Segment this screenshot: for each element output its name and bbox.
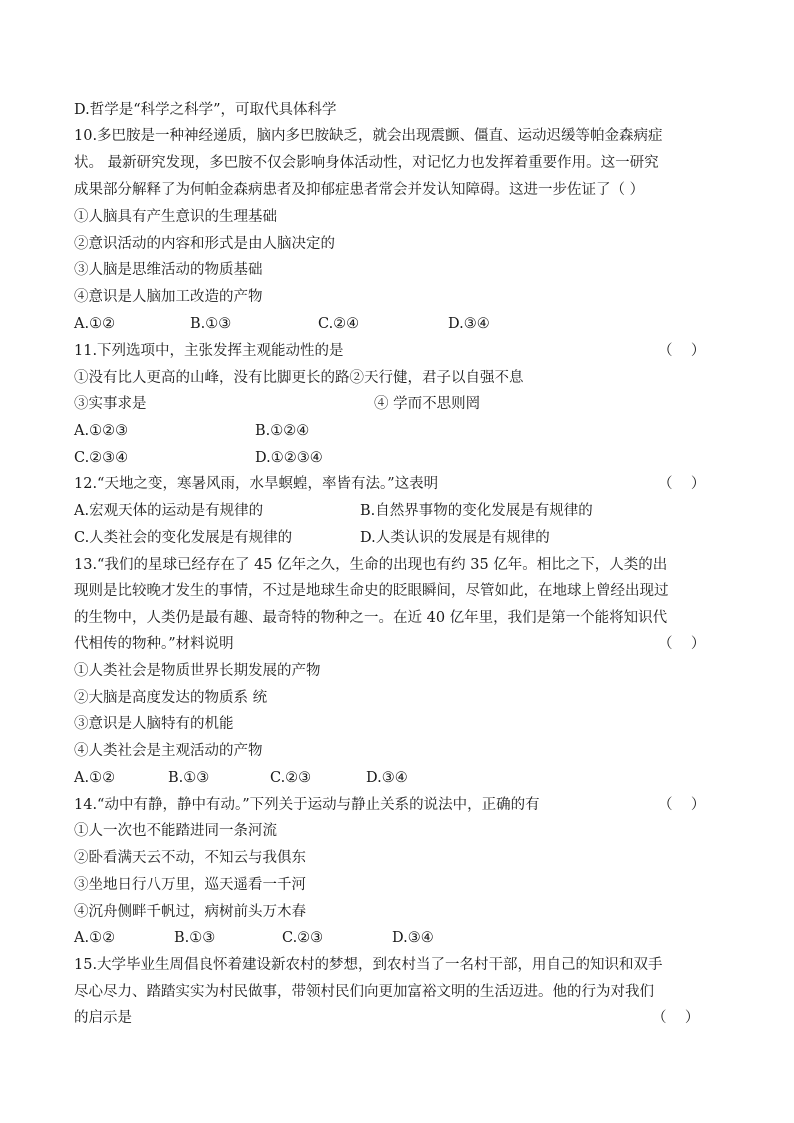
q13-option-b: B.①③ xyxy=(168,770,210,786)
q10-stem-line-2: 状。 最新研究发现，多巴胺不仅会影响身体活动性，对记忆力也发挥着重要作用。这一研究 xyxy=(74,155,659,171)
q10-stem-line-3: 成果部分解释了为何帕金森病患者及抑郁症患者常会并发认知障碍。这进一步佐证了（ ） xyxy=(74,182,645,198)
q14-option-c: C.②③ xyxy=(282,930,324,946)
q15-stem-line-2: 尽心尽力、踏踏实实为村民做事，带领村民们向更加富裕文明的生活迈进。他的行为对我们 xyxy=(74,984,654,1000)
q13-stem-line-1: 13.“我们的星球已经存在了 45 亿年之久，生命的出现也有约 35 亿年。相比之下，人类的出 xyxy=(74,557,668,573)
q14-item-2: ②卧看满天云不动，不知云与我俱东 xyxy=(74,850,306,866)
q10-item-1: ①人脑具有产生意识的生理基础 xyxy=(74,209,277,225)
q12-option-a: A.宏观天体的运动是有规律的 xyxy=(74,503,264,519)
q12-option-b: B.自然界事物的变化发展是有规律的 xyxy=(360,503,593,519)
q10-stem-line-1: 10.多巴胺是一种神经递质，脑内多巴胺缺乏，就会出现震颤、僵直、运动迟缓等帕金森病症 xyxy=(74,128,663,144)
q14-item-4: ④沉舟侧畔千帆过，病树前头万木春 xyxy=(74,904,306,920)
q12-stem: 12.“天地之变，寒暑风雨，水旱螟蝗，率皆有法。”这表明 xyxy=(74,476,439,492)
q11-answer-paren: （ ） xyxy=(658,343,706,359)
q13-stem-line-2: 现则是比较晚才发生的事情，不过是地球生命史的眨眼瞬间，尽管如此，在地球上曾经出现过 xyxy=(74,583,669,599)
q10-option-d: D.③④ xyxy=(448,316,490,332)
q12-option-c: C.人类社会的变化发展是有规律的 xyxy=(74,530,293,546)
q11-item-4: ④ 学而不思则罔 xyxy=(374,396,481,412)
q14-option-b: B.①③ xyxy=(174,930,216,946)
q13-item-2: ②大脑是高度发达的物质系 统 xyxy=(74,690,268,706)
q10-item-3: ③人脑是思维活动的物质基础 xyxy=(74,262,263,278)
q13-answer-paren: （ ） xyxy=(658,636,706,652)
q11-item-3: ③实事求是 xyxy=(74,396,147,412)
q13-option-d: D.③④ xyxy=(366,770,408,786)
q14-item-1: ①人一次也不能踏进同一条河流 xyxy=(74,823,277,839)
q13-item-4: ④人类社会是主观活动的产物 xyxy=(74,743,263,759)
q10-item-4: ④意识是人脑加工改造的产物 xyxy=(74,289,263,305)
q14-answer-paren: （ ） xyxy=(658,797,706,813)
prev-question-option-d: D.哲学是“科学之科学”，可取代具体科学 xyxy=(74,102,337,118)
q13-stem-line-4: 代相传的物种。”材料说明 xyxy=(74,636,234,652)
q10-option-c: C.②④ xyxy=(318,316,360,332)
q11-option-b: B.①②④ xyxy=(255,423,310,439)
q11-option-d: D.①②③④ xyxy=(255,450,323,466)
q15-stem-line-1: 15.大学毕业生周倡良怀着建设新农村的梦想，到农村当了一名村干部，用自己的知识和双手 xyxy=(74,957,663,973)
q12-answer-paren: （ ） xyxy=(658,476,706,492)
q13-option-a: A.①② xyxy=(74,770,116,786)
q11-stem: 11.下列选项中，主张发挥主观能动性的是 xyxy=(74,343,344,359)
q14-option-a: A.①② xyxy=(74,930,116,946)
q11-option-a: A.①②③ xyxy=(74,423,129,439)
q10-option-b: B.①③ xyxy=(190,316,232,332)
q13-option-c: C.②③ xyxy=(270,770,312,786)
q12-option-d: D.人类认识的发展是有规律的 xyxy=(360,530,550,546)
q15-answer-paren: （ ） xyxy=(652,1010,700,1026)
q13-item-1: ①人类社会是物质世界长期发展的产物 xyxy=(74,663,321,679)
q14-stem: 14.“动中有静，静中有动。”下列关于运动与静止关系的说法中，正确的有 xyxy=(74,797,540,813)
q13-item-3: ③意识是人脑特有的机能 xyxy=(74,716,234,732)
q15-stem-line-3: 的启示是 xyxy=(74,1010,132,1026)
q14-item-3: ③坐地日行八万里，巡天遥看一千河 xyxy=(74,877,306,893)
q10-option-a: A.①② xyxy=(74,316,116,332)
q11-option-c: C.②③④ xyxy=(74,450,129,466)
q13-stem-line-3: 的生物中，人类仍是最有趣、最奇特的物种之一。在近 40 亿年里，我们是第一个能将知识代 xyxy=(74,610,668,626)
q14-option-d: D.③④ xyxy=(392,930,434,946)
q10-item-2: ②意识活动的内容和形式是由人脑决定的 xyxy=(74,236,335,252)
q11-items-1-2: ①没有比人更高的山峰，没有比脚更长的路②天行健，君子以自强不息 xyxy=(74,370,524,386)
